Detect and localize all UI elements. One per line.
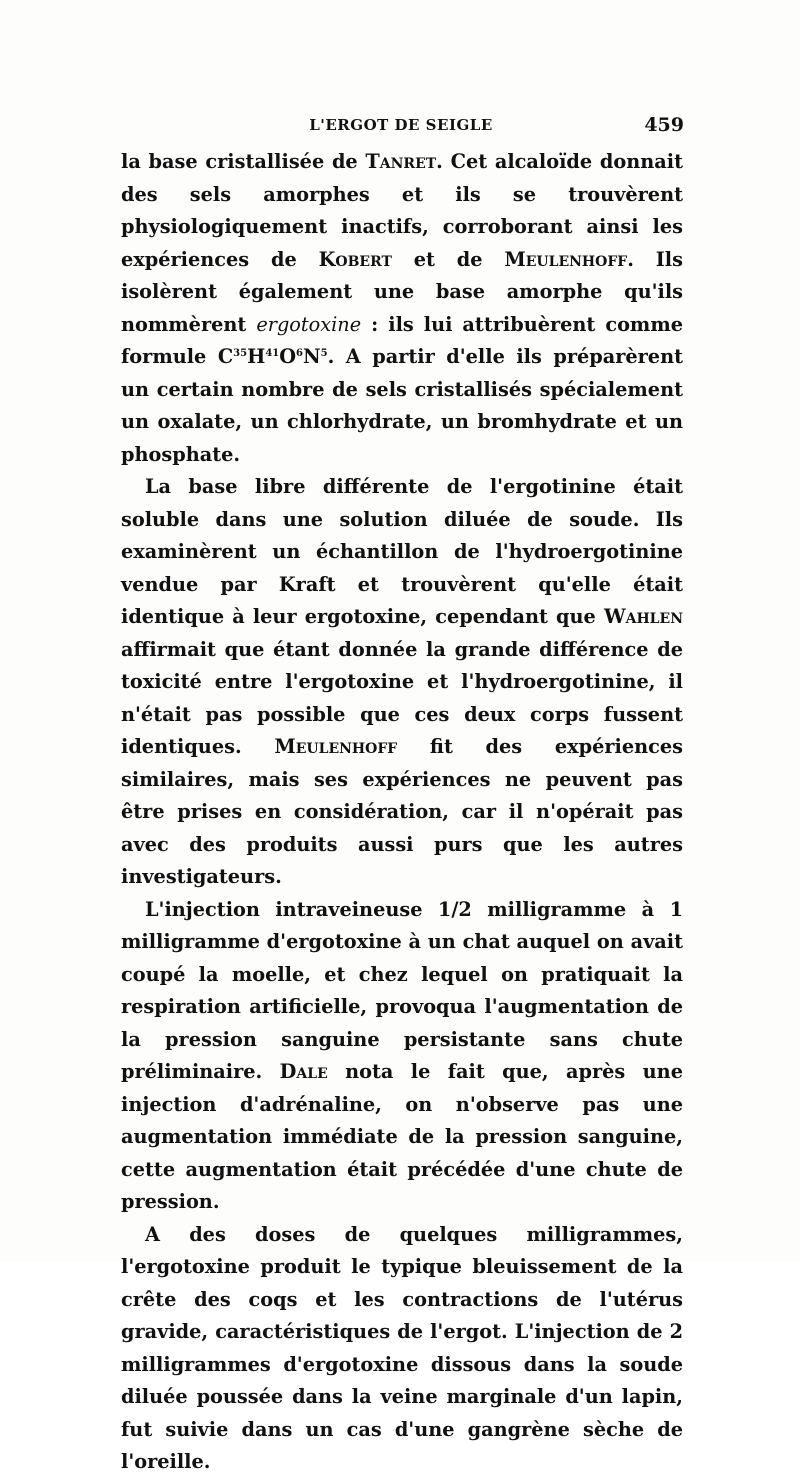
p3-text-a: L'injection intraveineuse 1/2 milligramme à 1 milligramme d'ergotoxine à un chat auquel on avait coupé la moelle, et chez lequel on pratiquait la respiration artificielle, provoqua l'augmentation de la pression sanguine persistante sans chute préliminaire.: [121, 897, 683, 1083]
author-dale: Dale: [279, 1060, 328, 1083]
p1-text-c: et de: [391, 247, 505, 271]
p3-text-b: nota le fait que, après une injection d'adrénaline, on n'observe pas une augmentation immédiate de la pression sanguine, cette augmentation était précédée d'une chute de pression.: [121, 1060, 683, 1213]
paragraph-4: A des doses de quelques milligrammes, l'ergotoxine produit le typique bleuissement de la crête des coqs et les contractions de l'utérus gravide, caractéristiques de l'ergot. L'injection de 2 milligrammes d'ergotoxine dissous dans la soude diluée poussée dans la veine marginale d'un lapin, fut suivie dans un cas d'une gangrène sèche de l'oreille.: [121, 1222, 683, 1473]
p1-text-a: la base cristallisée de: [121, 150, 366, 173]
p1-text-b: . Cet alcaloïde donnait des sels amorphes et ils se trouvèrent physiologiquement inactifs, corroborant ainsi les expériences de: [121, 150, 683, 271]
p1-text-g: . A partir d'elle ils préparèrent un certain nombre de sels cristallisés spécialement un oxalate, un chlorhydrate, un bromhydrate et un phosphate.: [121, 345, 683, 466]
paragraph-1: [121, 146, 683, 471]
p2-text-a: La base libre différente de l'ergotinine était soluble dans une solution diluée de soude. Ils examinèrent un échantillon de l'hydroergotinine vendue par Kraft et trouvèrent qu'elle était identique à leur ergotoxine, cependant que: [121, 475, 683, 628]
paragraph-3: [121, 894, 683, 1219]
p1-text-e: : ils lui attribuèrent comme formule C: [121, 312, 684, 368]
p2-text-c: fit des expériences similaires, mais ses expériences ne peuvent pas être prises en considération, car il n'opérait pas avec des produits aussi purs que les autres investigateurs.: [121, 735, 684, 888]
page-number: 459: [644, 114, 684, 136]
formula-h: H: [247, 345, 266, 368]
author-kobert: Kobert: [318, 247, 392, 271]
formula-sub-o: 6: [296, 348, 303, 359]
term-ergotoxine: ergotoxine: [256, 312, 362, 336]
author-meulenhoff-2: Meulenhoff: [274, 735, 398, 758]
running-title: L'ERGOT DE SEIGLE: [309, 116, 493, 134]
author-tanret: Tanret: [365, 150, 437, 173]
formula-sub-h: 41: [265, 348, 280, 359]
formula-sub-n: 5: [320, 348, 328, 359]
body-text: [121, 146, 683, 1479]
p1-text-d: . Ils isolèrent également une base amorphe qu'ils nommèrent: [121, 247, 683, 336]
author-wahlen: Wahlen: [603, 605, 683, 628]
running-head: [118, 116, 684, 140]
author-meulenhoff: Meulenhoff: [504, 247, 628, 271]
formula-n: N: [303, 345, 321, 368]
paragraph-2: [121, 471, 683, 894]
p2-text-b: affirmait que étant donnée la grande différence de toxicité entre l'ergotoxine et l'hydroergotinine, il n'était pas possible que ces deux corps fussent identiques.: [121, 637, 683, 758]
formula-o: O: [279, 345, 297, 368]
formula-sub-c: 35: [233, 348, 248, 359]
